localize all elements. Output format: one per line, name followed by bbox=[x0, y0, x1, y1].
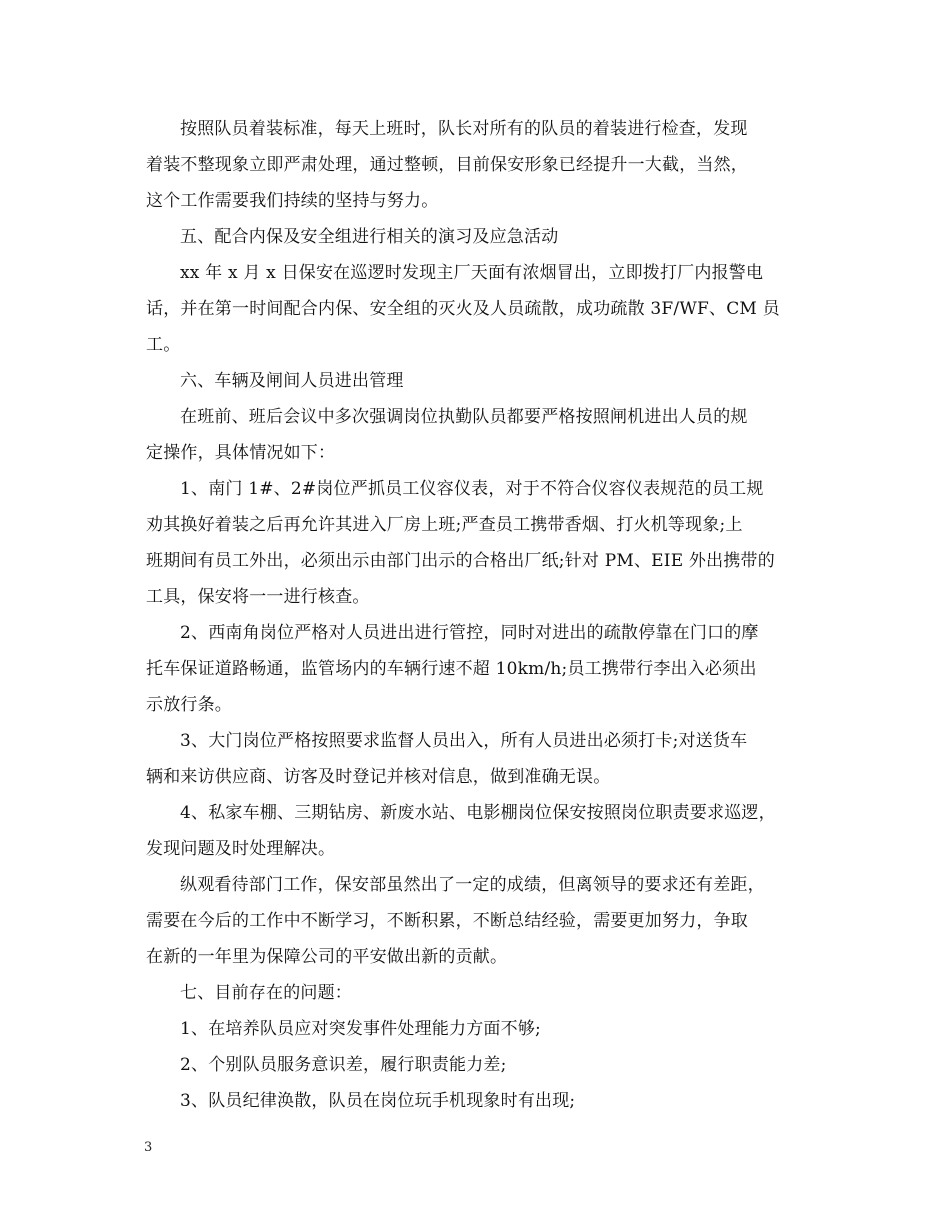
text-line: 托车保证道路畅通，监管场内的车辆行速不超 10km/h;员工携带行李出入必须出 bbox=[146, 659, 757, 679]
text-line: 在新的一年里为保障公司的平安做出新的贡献。 bbox=[146, 947, 508, 967]
page-number: 3 bbox=[144, 1140, 153, 1155]
text-line: 劝其换好着装之后再允许其进入厂房上班;严查员工携带香烟、打火机等现象;上 bbox=[146, 515, 743, 535]
text-line: 示放行条。 bbox=[146, 695, 232, 715]
text-line: 辆和来访供应商、访客及时登记并核对信息，做到准确无误。 bbox=[146, 767, 611, 787]
section-heading: 七、目前存在的问题： bbox=[180, 983, 352, 1003]
text-line: 4、私家车棚、三期钻房、新废水站、电影棚岗位保安按照岗位职责要求巡逻， bbox=[180, 803, 776, 823]
list-item: 3、队员纪律涣散，队员在岗位玩手机现象时有出现; bbox=[180, 1091, 576, 1111]
text-line: 1、南门 1#、2#岗位严抓员工仪容仪表，对于不符合仪容仪表规范的员工规 bbox=[180, 479, 764, 499]
text-line: 工具，保安将一一进行核查。 bbox=[146, 587, 370, 607]
text-line: 2、西南角岗位严格对人员进出进行管控，同时对进出的疏散停靠在门口的摩 bbox=[180, 623, 759, 643]
text-line: 工。 bbox=[146, 335, 181, 355]
list-item: 1、在培养队员应对突发事件处理能力方面不够; bbox=[180, 1019, 541, 1039]
text-line: 发现问题及时处理解决。 bbox=[146, 839, 336, 859]
text-line: 着装不整现象立即严肃处理，通过整顿，目前保安形象已经提升一大截，当然， bbox=[146, 155, 748, 175]
text-line: 这个工作需要我们持续的坚持与努力。 bbox=[146, 191, 439, 211]
section-heading: 五、配合内保及安全组进行相关的演习及应急活动 bbox=[180, 227, 559, 247]
text-line: 班期间有员工外出，必须出示由部门出示的合格出厂纸;针对 PM、EIE 外出携带的 bbox=[146, 551, 775, 571]
text-line: 在班前、班后会议中多次强调岗位执勤队员都要严格按照闸机进出人员的规 bbox=[180, 407, 748, 427]
text-line: 话，并在第一时间配合内保、安全组的灭火及人员疏散，成功疏散 3F/WF、CM 员 bbox=[146, 299, 780, 319]
list-item: 2、个别队员服务意识差，履行职责能力差; bbox=[180, 1055, 507, 1075]
text-line: 3、大门岗位严格按照要求监督人员出入，所有人员进出必须打卡;对送货车 bbox=[180, 731, 748, 751]
text-line: xx 年 x 月 x 日保安在巡逻时发现主厂天面有浓烟冒出，立即拨打厂内报警电 bbox=[180, 263, 764, 283]
text-line: 定操作，具体情况如下： bbox=[146, 443, 336, 463]
text-line: 纵观看待部门工作，保安部虽然出了一定的成绩，但离领导的要求还有差距， bbox=[180, 875, 765, 895]
text-line: 按照队员着装标准，每天上班时，队长对所有的队员的着装进行检查，发现 bbox=[180, 119, 748, 139]
section-heading: 六、车辆及闸间人员进出管理 bbox=[180, 371, 404, 391]
text-line: 需要在今后的工作中不断学习，不断积累，不断总结经验，需要更加努力，争取 bbox=[146, 911, 748, 931]
